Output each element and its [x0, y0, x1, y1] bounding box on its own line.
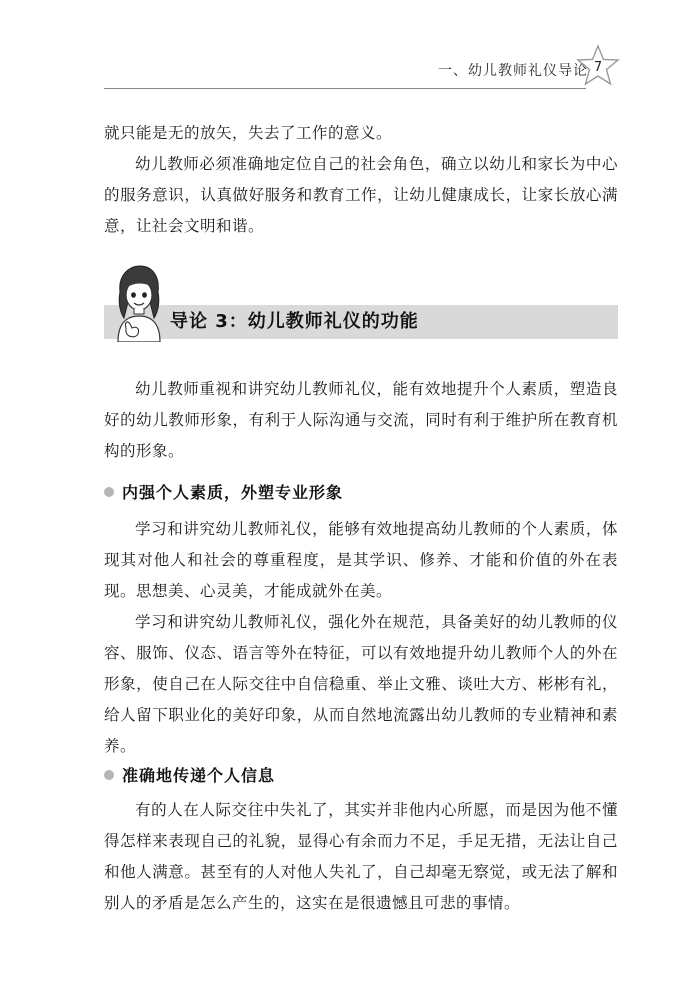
bullet-dot-icon — [104, 487, 114, 497]
teacher-cartoon-icon — [108, 262, 170, 342]
subsection-heading-text: 准确地传递个人信息 — [122, 766, 276, 785]
paragraph-continuation: 就只能是无的放矢，失去了工作的意义。 — [104, 124, 393, 142]
bullet-dot-icon — [104, 770, 114, 780]
paragraph-role: 幼儿教师必须准确地定位自己的社会角色，确立以幼儿和家长为中心的服务意识，认真做好服务和教育工作，让幼儿健康成长，让家长放心满意，让社会文明和谐。 — [104, 155, 618, 235]
subsection-heading-text: 内强个人素质，外塑专业形象 — [122, 483, 344, 502]
subsection-paragraph: 有的人在人际交往中失礼了，其实并非他内心所愿，而是因为他不懂得怎样来表现自己的礼貌，显得心有余而力不足，手足无措，无法让自己和他人满意。甚至有的人对他人失礼了，自己却毫无察觉，或无法了解和别人的矛盾是怎么产生的，这实在是很遗憾且可悲的事情。 — [104, 801, 618, 912]
subsection-paragraph: 学习和讲究幼儿教师礼仪，能够有效地提高幼儿教师的个人素质，体现其对他人和社会的尊重程度，是其学识、修养、才能和价值的外在表现。思想美、心灵美，才能成就外在美。 — [104, 520, 618, 600]
subsection-heading — [104, 480, 343, 503]
subsection-paragraph: 学习和讲究幼儿教师礼仪，强化外在规范，具备美好的幼儿教师的仪容、服饰、仪态、语言等外在特征，可以有效地提升幼儿教师个人的外在形象，使自己在人际交往中自信稳重、举止文雅、谈吐大方、彬彬有礼，给人留下职业化的美好印象，从而自然地流露出幼儿教师的专业精神和素养。 — [104, 613, 618, 755]
subsection-heading — [104, 763, 275, 786]
header-rule — [104, 88, 586, 89]
section-intro-paragraph: 幼儿教师重视和讲究幼儿教师礼仪，能有效地提升个人素质，塑造良好的幼儿教师形象，有利于人际沟通与交流，同时有利于维护所在教育机构的形象。 — [104, 380, 618, 460]
section-title: 导论 3：幼儿教师礼仪的功能 — [170, 311, 419, 332]
page-number: 7 — [593, 60, 603, 75]
running-header: 一、幼儿教师礼仪导论 — [438, 63, 588, 79]
